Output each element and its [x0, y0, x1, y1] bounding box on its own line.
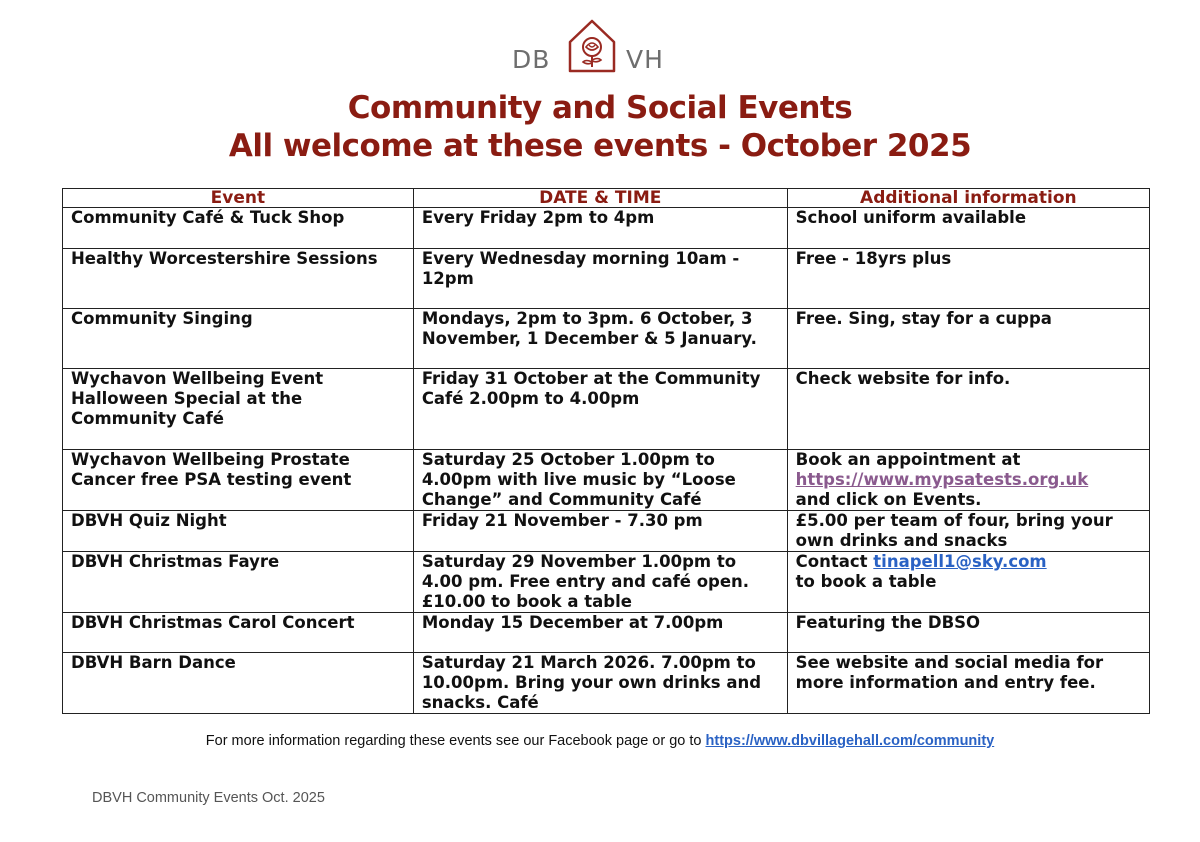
- date-cell: Friday 31 October at the Community Café 2.00pm to 4.00pm: [413, 369, 787, 450]
- table-row: [63, 369, 1150, 450]
- date-cell: Saturday 29 November 1.00pm to 4.00 pm. Free entry and café open. £10.00 to book a table: [413, 552, 787, 613]
- table-row: [63, 511, 1150, 552]
- info-cell: School uniform available: [787, 208, 1149, 249]
- event-cell: DBVH Barn Dance: [63, 653, 414, 714]
- table-row: [63, 249, 1150, 309]
- info-text: and click on Events.: [795, 490, 982, 509]
- info-text: Book an appointment at: [795, 450, 1021, 469]
- footer: [0, 733, 1200, 749]
- header-date-time: DATE & TIME: [413, 189, 787, 208]
- table-row: [63, 309, 1150, 369]
- logo: [0, 14, 1200, 72]
- date-cell: Friday 21 November - 7.30 pm: [413, 511, 787, 552]
- header-event: Event: [63, 189, 414, 208]
- page-title: Community and Social Events: [347, 90, 853, 126]
- info-cell: £5.00 per team of four, bring your own drinks and snacks: [787, 511, 1149, 552]
- header-additional-info: Additional information: [787, 189, 1149, 208]
- info-cell: Featuring the DBSO: [787, 613, 1149, 653]
- table-row: [63, 208, 1150, 249]
- info-text: to book a table: [795, 572, 937, 591]
- page-subtitle: All welcome at these events - October 2025: [228, 128, 972, 164]
- event-cell: Community Café & Tuck Shop: [63, 208, 414, 249]
- date-cell: Every Friday 2pm to 4pm: [413, 208, 787, 249]
- email-link[interactable]: tinapell1@sky.com: [873, 552, 1047, 571]
- event-cell: DBVH Christmas Fayre: [63, 552, 414, 613]
- info-text: Contact: [795, 552, 868, 571]
- event-cell: Healthy Worcestershire Sessions: [63, 249, 414, 309]
- date-cell: Monday 15 December at 7.00pm: [413, 613, 787, 653]
- date-cell: Mondays, 2pm to 3pm. 6 October, 3 November, 1 December & 5 January.: [413, 309, 787, 369]
- table-row: [63, 653, 1150, 714]
- table-row: [63, 450, 1150, 511]
- info-cell: See website and social media for more information and entry fee.: [787, 653, 1149, 714]
- footer-text: For more information regarding these events see our Facebook page or go to: [205, 733, 702, 749]
- event-cell: DBVH Quiz Night: [63, 511, 414, 552]
- events-table: [62, 188, 1150, 714]
- logo-text-right: VH: [626, 45, 664, 74]
- event-cell: Wychavon Wellbeing Event Halloween Special at the Community Café: [63, 369, 414, 450]
- house-rose-icon: [567, 18, 617, 74]
- info-cell: Free. Sing, stay for a cuppa: [787, 309, 1149, 369]
- date-cell: Saturday 21 March 2026. 7.00pm to 10.00pm. Bring your own drinks and snacks. Café: [413, 653, 787, 714]
- date-cell: Every Wednesday morning 10am - 12pm: [413, 249, 787, 309]
- psa-tests-link[interactable]: https://www.mypsatests.org.uk: [795, 470, 1089, 489]
- event-cell: DBVH Christmas Carol Concert: [63, 613, 414, 653]
- event-cell: Wychavon Wellbeing Prostate Cancer free PSA testing event: [63, 450, 414, 511]
- info-cell: [787, 552, 1149, 613]
- event-cell: Community Singing: [63, 309, 414, 369]
- logo-text-left: DB: [512, 45, 551, 74]
- info-cell: [787, 450, 1149, 511]
- info-cell: Check website for info.: [787, 369, 1149, 450]
- table-row: [63, 613, 1150, 653]
- table-row: [63, 552, 1150, 613]
- date-cell: Saturday 25 October 1.00pm to 4.00pm with live music by “Loose Change” and Community Café: [413, 450, 787, 511]
- info-cell: Free - 18yrs plus: [787, 249, 1149, 309]
- community-page-link[interactable]: https://www.dbvillagehall.com/community: [705, 733, 995, 749]
- document-footnote: DBVH Community Events Oct. 2025: [92, 790, 325, 806]
- table-header-row: [63, 189, 1150, 208]
